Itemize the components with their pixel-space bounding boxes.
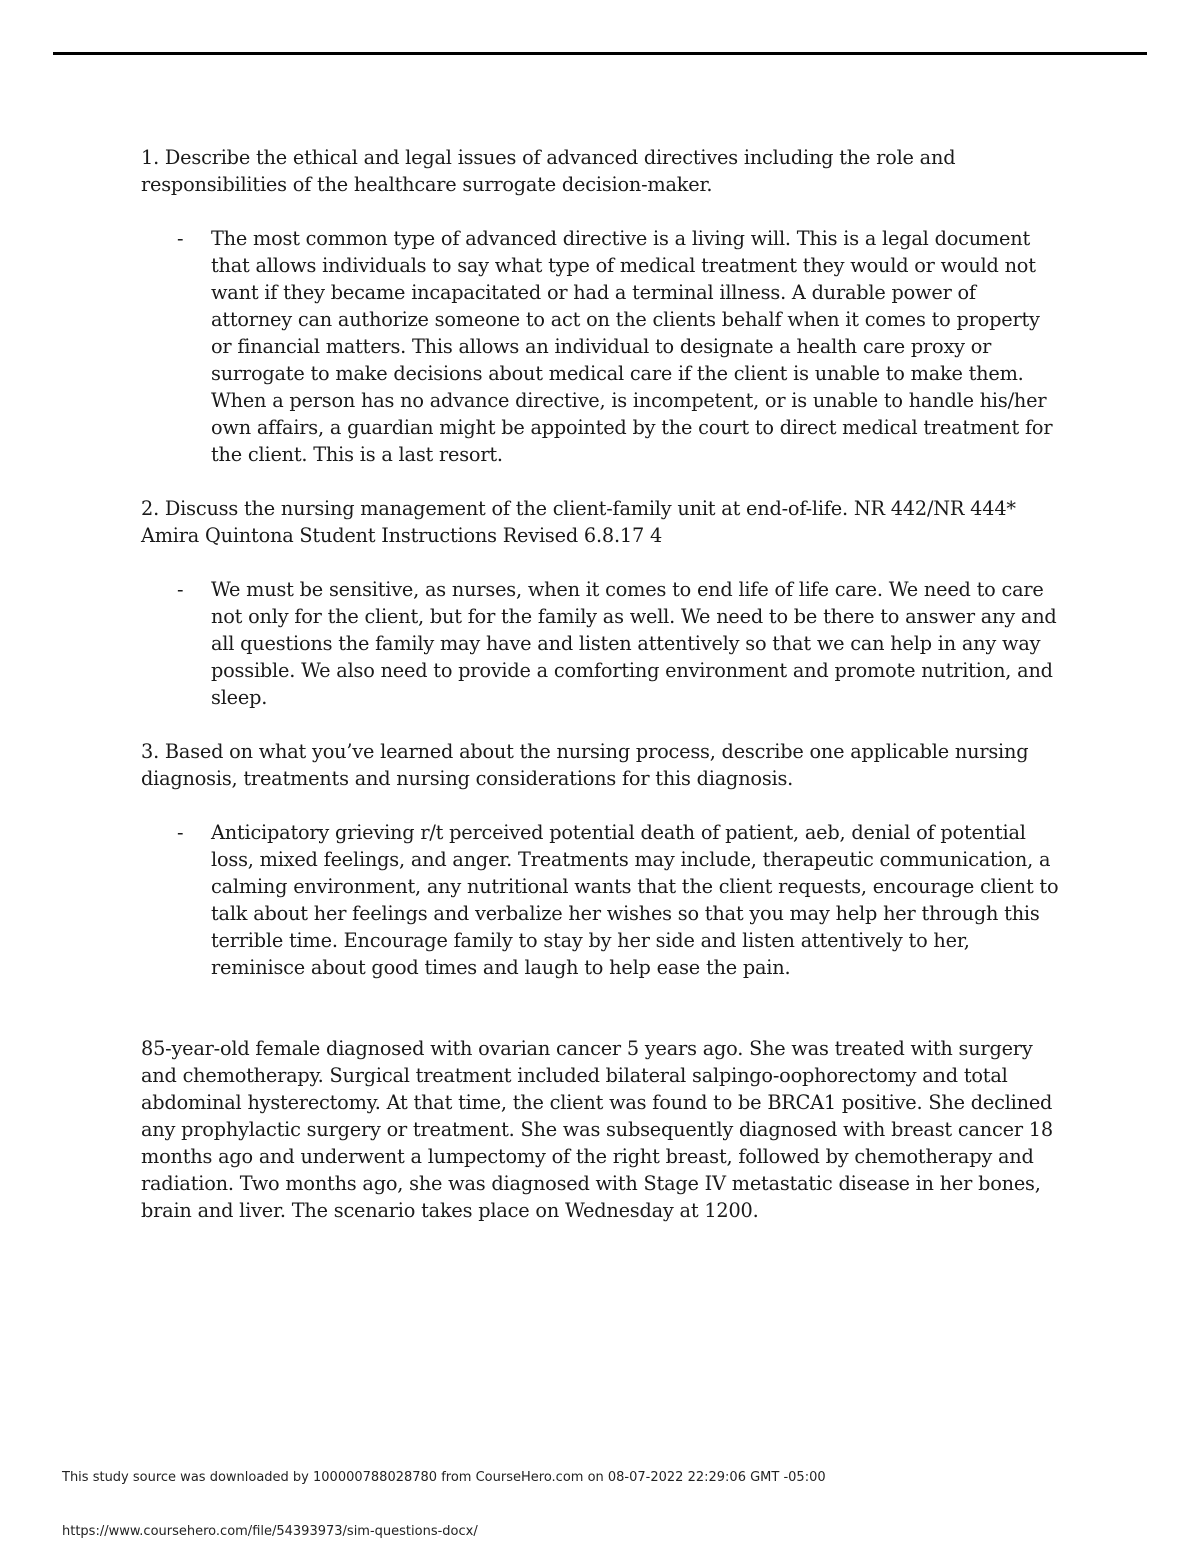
- answer-list-1: [141, 225, 1061, 468]
- question-2: 2. Discuss the nursing management of the client-family unit at end-of-life. NR 442/NR 444* Amira Quintona Student Instructions Revised 6.8.17 4: [141, 497, 1016, 547]
- answer-2-text: We must be sensitive, as nurses, when it comes to end life of life care. We need to care not only for the client, but for the family as well. We need to be there to answer any and all questions the family may have and listen attentively so that we can help in any way possible. We also need to provide a comforting environment and promote nutrition, and sleep.: [211, 578, 1057, 709]
- answer-1: [177, 225, 1061, 468]
- answer-2: [177, 576, 1061, 711]
- document-body: [141, 144, 1061, 1251]
- question-1: 1. Describe the ethical and legal issues of advanced directives including the role and responsibilities of the healthcare surrogate decision-maker.: [141, 146, 956, 196]
- dash-bullet: -: [177, 578, 184, 601]
- top-horizontal-rule: [53, 52, 1147, 55]
- case-scenario: 85-year-old female diagnosed with ovarian cancer 5 years ago. She was treated with surgery and chemotherapy. Surgical treatment included bilateral salpingo-oophorectomy and total abdominal hysterectomy. At that time, the client was found to be BRCA1 positive. She declined any prophylactic surgery or treatment. She was subsequently diagnosed with breast cancer 18 months ago and underwent a lumpectomy of the right breast, followed by chemotherapy and radiation. Two months ago, she was diagnosed with Stage IV metastatic disease in her bones, brain and liver. The scenario takes place on Wednesday at 1200.: [141, 1037, 1053, 1222]
- answer-1-text: The most common type of advanced directive is a living will. This is a legal document that allows individuals to say what type of medical treatment they would or would not want if they became incapacitated or had a terminal illness. A durable power of attorney can authorize someone to act on the clients behalf when it comes to property or financial matters. This allows an individual to designate a health care proxy or surrogate to make decisions about medical care if the client is unable to make them. When a person has no advance directive, is incompetent, or is unable to handle his/her own affairs, a guardian might be appointed by the court to direct medical treatment for the client. This is a last resort.: [211, 227, 1053, 466]
- answer-3-text: Anticipatory grieving r/t perceived potential death of patient, aeb, denial of potential loss, mixed feelings, and anger. Treatments may include, therapeutic communication, a calming environment, any nutritional wants that the client requests, encourage client to talk about her feelings and verbalize her wishes so that you may help her through this terrible time. Encourage family to stay by her side and listen attentively to her, reminisce about good times and laugh to help ease the pain.: [211, 821, 1059, 979]
- answer-3: [177, 819, 1061, 981]
- answer-list-2: [141, 576, 1061, 711]
- source-url-link[interactable]: https://www.coursehero.com/file/54393973/sim-questions-docx/: [62, 1524, 478, 1539]
- download-notice: This study source was downloaded by 100000788028780 from CourseHero.com on 08-07-2022 22:29:06 GMT -05:00: [62, 1470, 826, 1485]
- dash-bullet: -: [177, 227, 184, 250]
- dash-bullet: -: [177, 821, 184, 844]
- answer-list-3: [141, 819, 1061, 981]
- question-3: 3. Based on what you’ve learned about the nursing process, describe one applicable nursing diagnosis, treatments and nursing considerations for this diagnosis.: [141, 740, 1029, 790]
